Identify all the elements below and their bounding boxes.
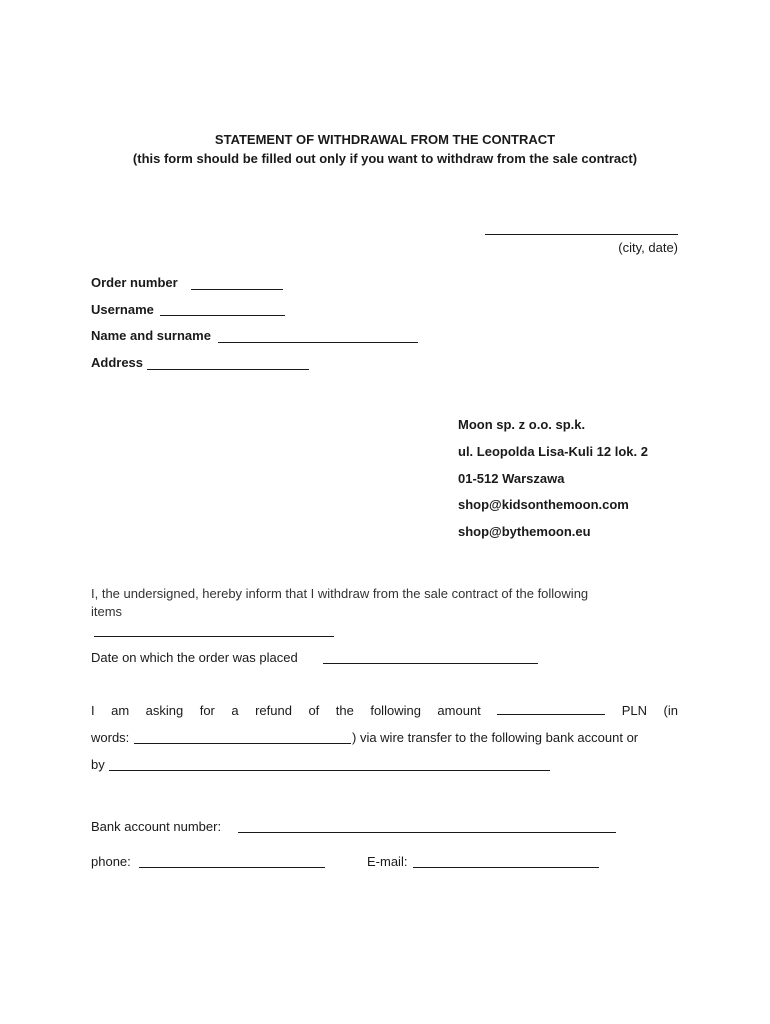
by-label: by bbox=[91, 757, 105, 772]
name-surname-label: Name and surname bbox=[91, 328, 211, 343]
items-field[interactable] bbox=[94, 636, 334, 637]
words-label: words: bbox=[91, 730, 130, 745]
city-date-label: (city, date) bbox=[618, 240, 678, 255]
refund-word: amount bbox=[437, 703, 481, 718]
company-email-2: shop@bythemoon.eu bbox=[458, 524, 591, 539]
refund-word: I bbox=[91, 703, 95, 718]
company-postal: 01-512 Warszawa bbox=[458, 471, 565, 486]
refund-word: am bbox=[111, 703, 130, 718]
refund-word: a bbox=[231, 703, 239, 718]
order-number-field[interactable] bbox=[191, 289, 283, 290]
bank-account-field[interactable] bbox=[238, 832, 616, 833]
company-name: Moon sp. z o.o. sp.k. bbox=[458, 417, 586, 432]
pln-label: PLN bbox=[621, 703, 648, 718]
bank-account-label: Bank account number: bbox=[91, 819, 222, 834]
company-email-1: shop@kidsonthemoon.com bbox=[458, 497, 629, 512]
refund-word: following bbox=[370, 703, 421, 718]
page-title: STATEMENT OF WITHDRAWAL FROM THE CONTRACT bbox=[214, 132, 556, 147]
date-placed-field[interactable] bbox=[323, 663, 538, 664]
refund-word: refund bbox=[255, 703, 292, 718]
by-field[interactable] bbox=[109, 770, 550, 771]
address-field[interactable] bbox=[147, 369, 309, 370]
refund-word: for bbox=[199, 703, 215, 718]
order-number-label: Order number bbox=[91, 275, 178, 290]
username-label: Username bbox=[91, 302, 154, 317]
email-field[interactable] bbox=[413, 867, 599, 868]
refund-word: of bbox=[308, 703, 320, 718]
company-street: ul. Leopolda Lisa-Kuli 12 lok. 2 bbox=[458, 444, 648, 459]
withdraw-statement-line1: I, the undersigned, hereby inform that I withdraw from the sale contract of the following bbox=[91, 586, 589, 601]
amount-in-words-field[interactable] bbox=[134, 743, 351, 744]
withdraw-statement-line2: items bbox=[91, 604, 123, 619]
email-label: E-mail: bbox=[367, 854, 408, 869]
page-subtitle: (this form should be filled out only if you want to withdraw from the sale contract) bbox=[132, 151, 638, 166]
refund-word: the bbox=[335, 703, 354, 718]
in-label: (in bbox=[663, 703, 678, 718]
phone-label: phone: bbox=[91, 854, 131, 869]
city-date-field[interactable] bbox=[485, 234, 678, 235]
refund-word: asking bbox=[145, 703, 184, 718]
username-field[interactable] bbox=[160, 315, 285, 316]
date-placed-label: Date on which the order was placed bbox=[91, 650, 298, 665]
phone-field[interactable] bbox=[139, 867, 325, 868]
refund-amount-field[interactable] bbox=[497, 703, 605, 715]
words-after-text: ) via wire transfer to the following bank account or bbox=[352, 730, 639, 745]
refund-amount-line bbox=[91, 703, 678, 718]
name-surname-field[interactable] bbox=[218, 342, 418, 343]
address-label: Address bbox=[91, 355, 144, 370]
